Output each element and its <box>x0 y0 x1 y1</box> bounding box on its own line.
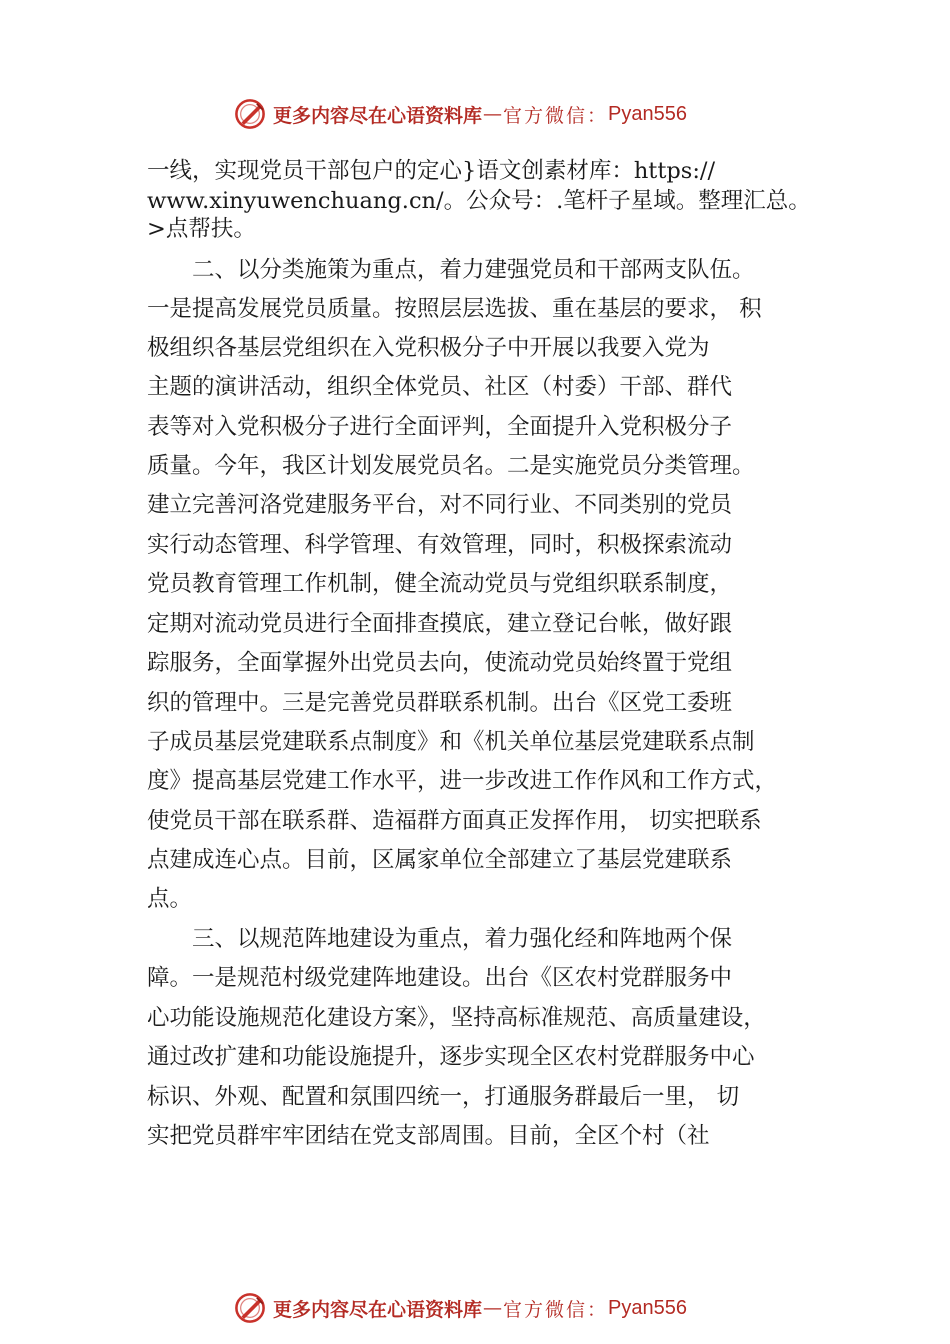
text-line: 建立完善河洛党建服务平台，对不同行业、不同类别的党员 <box>147 492 733 518</box>
text-line: 一线，实现党员干部包户的定心}语文创素材库：https:// <box>147 158 716 184</box>
text-line: 实把党员群牢牢团结在党支部周围。目前，全区个村（社 <box>147 1123 710 1149</box>
text-line: 实行动态管理、科学管理、有效管理，同时，积极探索流动 <box>147 532 733 558</box>
text-line: 子成员基层党建联系点制度》和《机关单位基层党建联系点制 <box>147 729 755 755</box>
watermark-wechat-id: Pyan556 <box>608 1296 687 1319</box>
text-line: >点帮扶。 <box>147 216 256 242</box>
text-line: 党员教育管理工作机制，健全流动党员与党组织联系制度， <box>147 571 733 597</box>
text-line: 表等对入党积极分子进行全面评判，全面提升入党积极分子 <box>147 414 733 440</box>
watermark-wechat-id: Pyan556 <box>608 102 687 125</box>
text-line: 障。一是规范村级党建阵地建设。出台《区农村党群服务中 <box>147 965 733 991</box>
text-line: 使党员干部在联系群、造福群方面真正发挥作用， 切实把联系 <box>147 808 762 834</box>
text-line: 质量。今年，我区计划发展党员名。二是实施党员分类管理。 <box>147 453 755 479</box>
text-line: 心功能设施规范化建设方案》，坚持高标准规范、高质量建设， <box>147 1005 766 1031</box>
watermark-official: 官方微信： <box>503 1298 609 1321</box>
text-line: www.xinyuwenchuang.cn/。公众号：.笔杆子星域。整理汇总。 <box>147 188 811 214</box>
text-line: 主题的演讲活动，组织全体党员、社区（村委）干部、群代 <box>147 374 733 400</box>
brand-logo-icon <box>233 1291 267 1325</box>
watermark-brand: 更多内容尽在心语资料库 <box>273 104 483 127</box>
watermark-dash: — <box>483 103 503 125</box>
text-line: 踪服务，全面掌握外出党员去向，使流动党员始终置于党组 <box>147 650 733 676</box>
text-line: 点建成连心点。目前，区属家单位全部建立了基层党建联系 <box>147 847 733 873</box>
watermark-dash: — <box>483 1297 503 1319</box>
text-line: 极组织各基层党组织在入党积极分子中开展以我要入党为 <box>147 335 710 361</box>
text-line: 一是提高发展党员质量。按照层层选拔、重在基层的要求， 积 <box>147 296 762 322</box>
watermark-brand: 更多内容尽在心语资料库 <box>273 1298 483 1321</box>
text-line: 度》提高基层党建工作水平，进一步改进工作作风和工作方式， <box>147 768 778 794</box>
paragraph-heading: 二、以分类施策为重点，着力建强党员和干部两支队伍。 <box>192 257 755 283</box>
watermark-official: 官方微信： <box>503 104 609 127</box>
text-line: 点。 <box>147 886 193 912</box>
paragraph-heading: 三、以规范阵地建设为重点，着力强化经和阵地两个保 <box>192 926 733 952</box>
text-line: 通过改扩建和功能设施提升，逐步实现全区农村党群服务中心 <box>147 1044 755 1070</box>
footer-watermark <box>0 1288 950 1328</box>
text-line: 织的管理中。三是完善党员群联系机制。出台《区党工委班 <box>147 690 733 716</box>
text-line: 标识、外观、配置和氛围四统一，打通服务群最后一里， 切 <box>147 1084 740 1110</box>
text-line: 定期对流动党员进行全面排查摸底，建立登记台帐，做好跟 <box>147 611 733 637</box>
